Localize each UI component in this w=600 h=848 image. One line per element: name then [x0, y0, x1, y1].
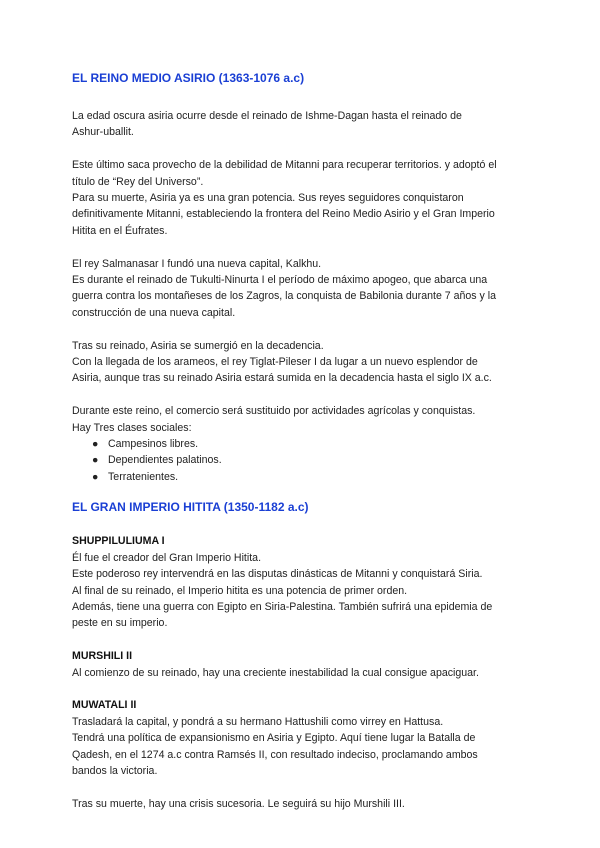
text-line: Ashur-uballit.	[72, 126, 134, 139]
text-line: bandos la victoria.	[72, 764, 158, 777]
text-line: Además, tiene una guerra con Egipto en Siria-Palestina. También sufrirá una epidemia de	[72, 600, 493, 613]
text-line: definitivamente Mitanni, estableciendo la frontera del Reino Medio Asirio y el Gran Imperio	[72, 208, 495, 221]
social-classes-list	[72, 436, 540, 485]
paragraph-edad-oscura	[72, 108, 540, 141]
text-line: Este poderoso rey intervendrá en las disputas dinásticas de Mitanni y conquistará Siria.	[72, 568, 483, 581]
section-title-gran-imperio-hitita: EL GRAN IMPERIO HITITA (1350-1182 a.c)	[72, 500, 309, 515]
text-line: Al comienzo de su reinado, hay una creciente inestabilidad la cual consigue apaciguar.	[72, 666, 479, 679]
bullet-icon: ●	[92, 454, 99, 467]
paragraph-clases-sociales	[72, 403, 540, 436]
text-line: La edad oscura asiria ocurre desde el reinado de Ishme-Dagan hasta el reinado de	[72, 110, 462, 122]
list-item	[92, 436, 540, 452]
list-item	[92, 452, 540, 468]
text-line: Trasladará la capital, y pondrá a su hermano Hattushili como virrey en Hattusa.	[72, 715, 444, 728]
king-block-muwatali	[72, 697, 540, 779]
text-line: Durante este reino, el comercio será sustituido por actividades agrícolas y conquistas.	[72, 405, 476, 418]
text-line: Con la llegada de los arameos, el rey Tiglat-Pileser I da lugar a un nuevo esplendor de	[72, 356, 478, 369]
text-line: Tendrá una política de expansionismo en Asiria y Egipto. Aquí tiene lugar la Batalla de	[72, 732, 476, 745]
text-line: guerra contra los montañeses de los Zagros, la conquista de Babilonia durante 7 años y la	[72, 290, 497, 303]
closing-paragraph: Tras su muerte, hay una crisis sucesoria. Le seguirá su hijo Murshili III.	[72, 797, 405, 810]
bullet-icon: ●	[92, 470, 99, 483]
text-line: Hitita en el Éufrates.	[72, 224, 168, 237]
text-line: Tras su reinado, Asiria se sumergió en la decadencia.	[72, 339, 324, 352]
list-item-text: Terratenientes.	[108, 470, 179, 483]
text-line: Asiria, aunque tras su reinado Asiria estará sumida en la decadencia hasta el siglo IX a.c.	[72, 372, 492, 385]
bullet-icon: ●	[92, 438, 99, 451]
text-line: Este último saca provecho de la debilidad de Mitanni para recuperar territorios. y adoptó el	[72, 159, 497, 172]
text-line: construcción de una nueva capital.	[72, 306, 236, 319]
list-item-text: Dependientes palatinos.	[108, 454, 222, 467]
paragraph-salmanasar	[72, 256, 540, 322]
king-block-shuppiluliuma	[72, 533, 540, 631]
text-line: Hay Tres clases sociales:	[72, 421, 192, 434]
king-name: MURSHILI II	[72, 650, 133, 663]
king-name: SHUPPILULIUMA I	[72, 535, 165, 548]
text-line: Para su muerte, Asiria ya es una gran potencia. Sus reyes seguidores conquistaron	[72, 192, 464, 205]
paragraph-mitanni	[72, 157, 540, 239]
text-line: Él fue el creador del Gran Imperio Hitita.	[72, 551, 262, 564]
paragraph-decadencia	[72, 338, 540, 387]
text-line: peste en su imperio.	[72, 617, 168, 630]
text-line: Es durante el reinado de Tukulti-Ninurta I el período de máximo apogeo, que abarca una	[72, 274, 488, 287]
text-line: El rey Salmanasar I fundó una nueva capital, Kalkhu.	[72, 257, 322, 270]
text-line: Qadesh, en el 1274 a.c contra Ramsés II, con resultado indeciso, proclamando ambos	[72, 748, 478, 761]
text-line: Al final de su reinado, el Imperio hitita es una potencia de primer orden.	[72, 584, 408, 597]
list-item	[92, 469, 540, 485]
king-name: MUWATALI II	[72, 699, 137, 712]
list-item-text: Campesinos libres.	[108, 438, 199, 451]
section-title-reino-medio-asirio: EL REINO MEDIO ASIRIO (1363-1076 a.c)	[72, 71, 305, 85]
king-block-murshili	[72, 648, 540, 681]
text-line: título de “Rey del Universo”.	[72, 175, 204, 188]
